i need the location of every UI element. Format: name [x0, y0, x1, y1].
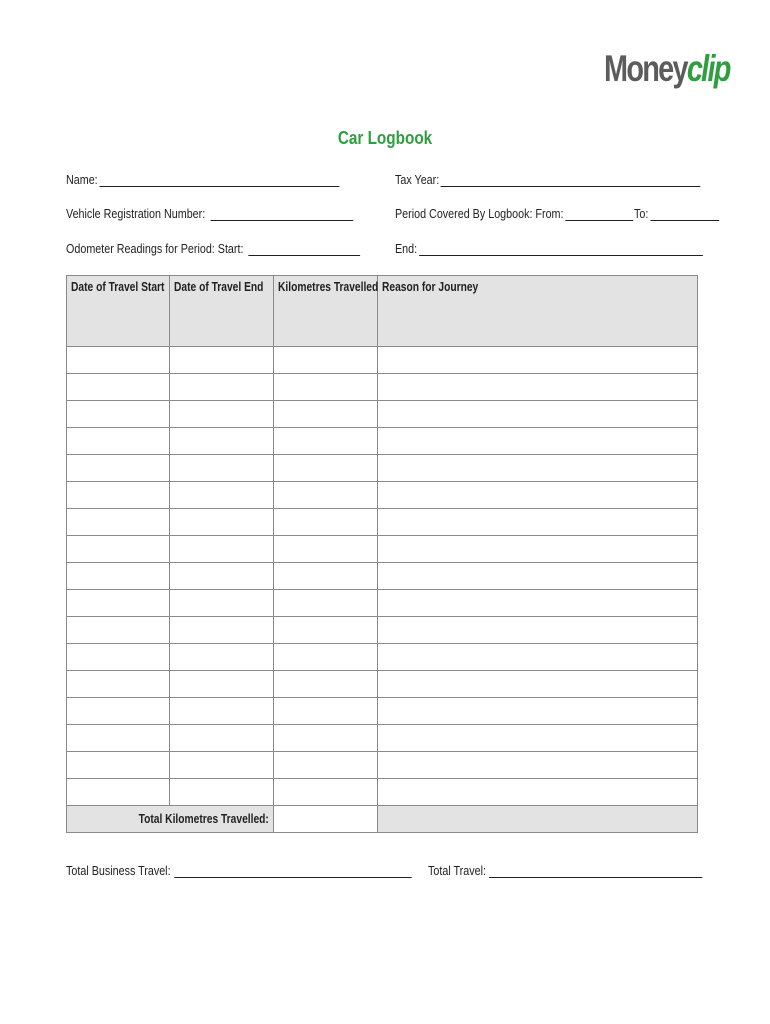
reason-cell[interactable] — [378, 347, 698, 374]
date-start-cell[interactable] — [67, 509, 170, 536]
date-start-cell[interactable] — [67, 752, 170, 779]
name-line[interactable] — [99, 174, 339, 187]
reason-cell[interactable] — [378, 617, 698, 644]
name-field[interactable] — [66, 173, 339, 187]
period-from-label: Period Covered By Logbook: From: — [395, 207, 564, 221]
odometer-start-field[interactable] — [66, 242, 360, 256]
period-from-line[interactable] — [565, 208, 633, 221]
header-reason: Reason for Journey — [378, 276, 698, 347]
table-row — [67, 752, 698, 779]
date-start-cell[interactable] — [67, 455, 170, 482]
date-start-cell[interactable] — [67, 644, 170, 671]
date-end-cell[interactable] — [170, 347, 274, 374]
total-blank-cell — [378, 806, 698, 833]
total-kilometres-label: Total Kilometres Travelled: — [67, 806, 274, 833]
date-end-cell[interactable] — [170, 752, 274, 779]
total-travel-field[interactable] — [428, 864, 703, 878]
table-body — [67, 347, 698, 806]
date-end-cell[interactable] — [170, 725, 274, 752]
date-end-cell[interactable] — [170, 779, 274, 806]
date-start-cell[interactable] — [67, 401, 170, 428]
kilometres-cell[interactable] — [274, 752, 378, 779]
reason-cell[interactable] — [378, 563, 698, 590]
kilometres-cell[interactable] — [274, 617, 378, 644]
date-end-cell[interactable] — [170, 374, 274, 401]
reason-cell[interactable] — [378, 536, 698, 563]
date-start-cell[interactable] — [67, 374, 170, 401]
reason-cell[interactable] — [378, 671, 698, 698]
date-start-cell[interactable] — [67, 347, 170, 374]
date-end-cell[interactable] — [170, 509, 274, 536]
table-row — [67, 536, 698, 563]
date-start-cell[interactable] — [67, 698, 170, 725]
table-row — [67, 374, 698, 401]
vehicle-registration-line[interactable] — [210, 208, 353, 221]
date-start-cell[interactable] — [67, 779, 170, 806]
table-row — [67, 401, 698, 428]
reason-cell[interactable] — [378, 509, 698, 536]
kilometres-cell[interactable] — [274, 725, 378, 752]
kilometres-cell[interactable] — [274, 590, 378, 617]
reason-cell[interactable] — [378, 482, 698, 509]
table-row — [67, 590, 698, 617]
kilometres-cell[interactable] — [274, 698, 378, 725]
reason-cell[interactable] — [378, 590, 698, 617]
header-kilometres: Kilometres Travelled — [274, 276, 378, 347]
period-to-label: To: — [634, 207, 649, 221]
total-travel-line[interactable] — [489, 865, 702, 878]
kilometres-cell[interactable] — [274, 428, 378, 455]
date-end-cell[interactable] — [170, 671, 274, 698]
table-row — [67, 563, 698, 590]
odometer-start-line[interactable] — [249, 243, 361, 256]
reason-cell[interactable] — [378, 401, 698, 428]
reason-cell[interactable] — [378, 752, 698, 779]
header-date-end: Date of Travel End — [170, 276, 274, 347]
table-row — [67, 617, 698, 644]
table-row — [67, 698, 698, 725]
total-row — [67, 806, 698, 833]
kilometres-cell[interactable] — [274, 644, 378, 671]
reason-cell[interactable] — [378, 698, 698, 725]
table-row — [67, 347, 698, 374]
reason-cell[interactable] — [378, 779, 698, 806]
odometer-end-line[interactable] — [419, 243, 703, 256]
header-date-start: Date of Travel Start — [67, 276, 170, 347]
date-start-cell[interactable] — [67, 725, 170, 752]
table-row — [67, 779, 698, 806]
date-start-cell[interactable] — [67, 536, 170, 563]
kilometres-cell[interactable] — [274, 374, 378, 401]
period-to-line[interactable] — [650, 208, 719, 221]
date-end-cell[interactable] — [170, 401, 274, 428]
table-row — [67, 644, 698, 671]
date-start-cell[interactable] — [67, 671, 170, 698]
table-row — [67, 428, 698, 455]
date-end-cell[interactable] — [170, 428, 274, 455]
kilometres-cell[interactable] — [274, 347, 378, 374]
date-start-cell[interactable] — [67, 617, 170, 644]
date-end-cell[interactable] — [170, 482, 274, 509]
odometer-start-label: Odometer Readings for Period: Start: — [66, 242, 244, 256]
name-label: Name: — [66, 173, 98, 187]
tax-year-field[interactable] — [395, 173, 701, 187]
reason-cell[interactable] — [378, 455, 698, 482]
tax-year-line[interactable] — [441, 174, 701, 187]
reason-cell[interactable] — [378, 644, 698, 671]
logo-clip-text: clip — [686, 48, 730, 89]
logo-money-text: Money — [604, 48, 687, 89]
date-end-cell[interactable] — [170, 455, 274, 482]
kilometres-cell[interactable] — [274, 401, 378, 428]
date-end-cell[interactable] — [170, 590, 274, 617]
kilometres-cell[interactable] — [274, 671, 378, 698]
odometer-end-label: End: — [395, 242, 418, 256]
kilometres-cell[interactable] — [274, 563, 378, 590]
table-header-row — [67, 276, 698, 347]
kilometres-cell[interactable] — [274, 536, 378, 563]
table-row — [67, 482, 698, 509]
total-business-travel-label: Total Business Travel: — [66, 864, 171, 878]
total-travel-label: Total Travel: — [428, 864, 486, 878]
date-start-cell[interactable] — [67, 563, 170, 590]
date-end-cell[interactable] — [170, 644, 274, 671]
table-row — [67, 509, 698, 536]
date-end-cell[interactable] — [170, 563, 274, 590]
vehicle-registration-label: Vehicle Registration Number: — [66, 207, 206, 221]
date-start-cell[interactable] — [67, 590, 170, 617]
kilometres-cell[interactable] — [274, 509, 378, 536]
reason-cell[interactable] — [378, 428, 698, 455]
date-end-cell[interactable] — [170, 536, 274, 563]
date-end-cell[interactable] — [170, 617, 274, 644]
period-covered-field[interactable] — [395, 207, 719, 221]
table-row — [67, 671, 698, 698]
tax-year-label: Tax Year: — [395, 173, 440, 187]
page-title: Car Logbook — [337, 128, 433, 148]
total-business-travel-field[interactable] — [66, 864, 411, 878]
table-row — [67, 455, 698, 482]
date-start-cell[interactable] — [67, 428, 170, 455]
logbook-table — [66, 275, 698, 833]
vehicle-registration-field[interactable] — [66, 207, 353, 221]
reason-cell[interactable] — [378, 374, 698, 401]
total-business-travel-line[interactable] — [174, 865, 411, 878]
table-row — [67, 725, 698, 752]
moneyclip-logo — [604, 50, 730, 87]
kilometres-cell[interactable] — [274, 455, 378, 482]
kilometres-cell[interactable] — [274, 779, 378, 806]
date-start-cell[interactable] — [67, 482, 170, 509]
date-end-cell[interactable] — [170, 698, 274, 725]
odometer-end-field[interactable] — [395, 242, 703, 256]
total-kilometres-cell[interactable] — [274, 806, 378, 833]
kilometres-cell[interactable] — [274, 482, 378, 509]
reason-cell[interactable] — [378, 725, 698, 752]
